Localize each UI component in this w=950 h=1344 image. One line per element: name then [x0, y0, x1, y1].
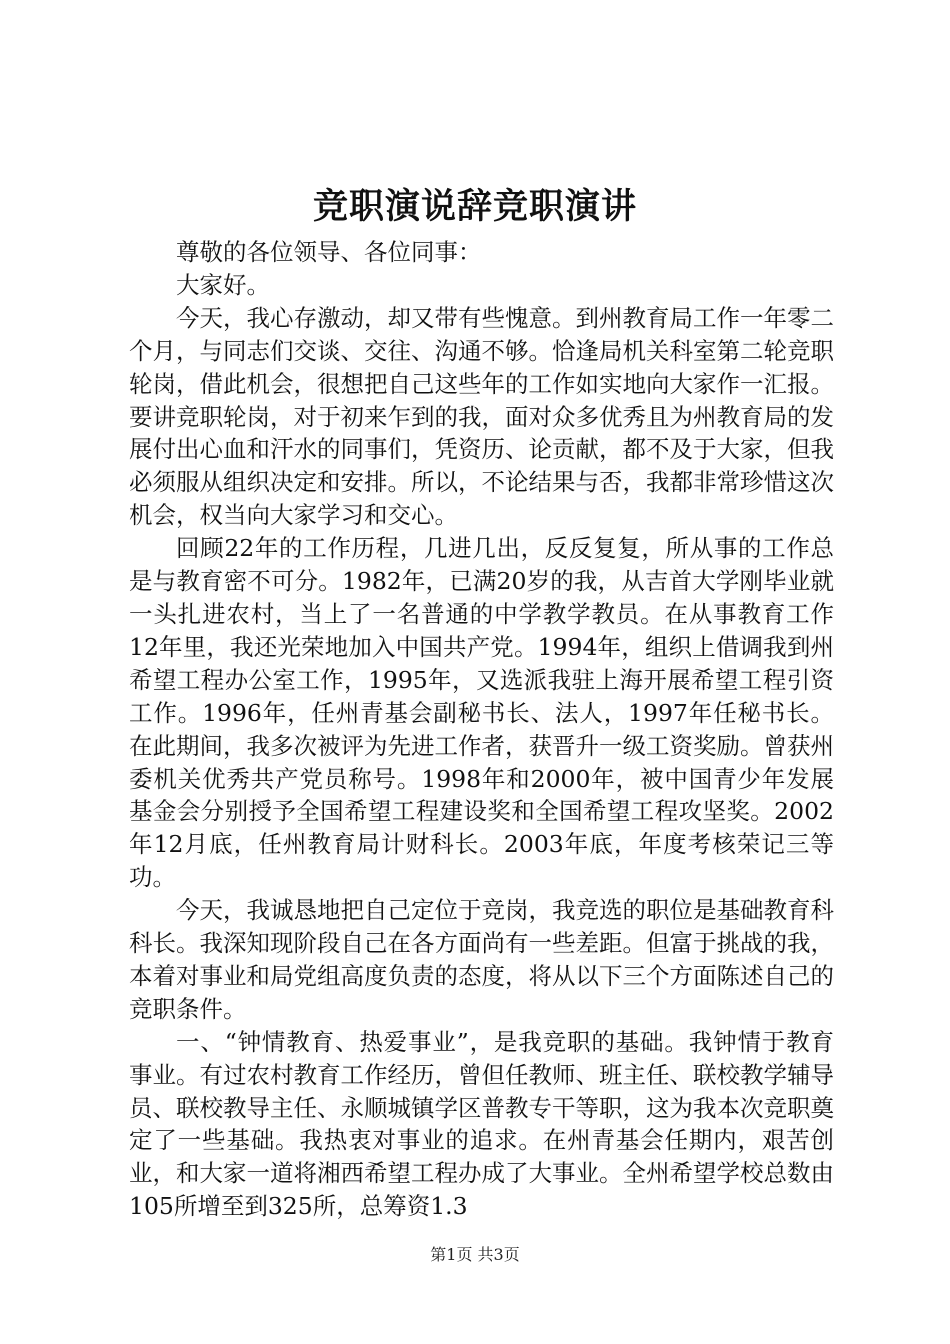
- document-title: 竞职演说辞竞职演讲: [312, 187, 637, 227]
- document-body: [129, 236, 834, 1223]
- paragraph-salutation: 尊敬的各位领导、各位同事：: [176, 238, 482, 266]
- paragraph-career-review: 回顾22年的工作历程，几进几出，反反复复，所从事的工作总是与教育密不可分。1982年，已满20岁的我，从吉首大学刚毕业就一头扎进农村，当上了一名普通的中学教学教员。在从事教育工作12年里，我还光荣地加入中国共产党。1994年，组织上借调我到州希望工程办公室工作，1995年，又选派我驻上海开展希望工程引资工作。1996年，任州青基会副秘书长、法人，1997年任秘书长。在此期间，我多次被评为先进工作者，获晋升一级工资奖励。曾获州委机关优秀共产党员称号。1998年和2000年，被中国青少年发展基金会分别授予全国希望工程建设奖和全国希望工程攻坚奖。2002年12月底，任州教育局计财科长。2003年底，年度考核荣记三等功。: [129, 534, 834, 892]
- paragraph-greeting: 大家好。: [176, 270, 270, 299]
- paragraph-intro: 今天，我心存激动，却又带有些愧意。到州教育局工作一年零二个月，与同志们交谈、交往、沟通不够。恰逢局机关科室第二轮竞职轮岗，借此机会，很想把自己这些年的工作如实地向大家作一汇报。要讲竞职轮岗，对于初来乍到的我，面对众多优秀且为州教育局的发展付出心血和汗水的同事们，凭资历、论贡献，都不及于大家，但我必须服从组织决定和安排。所以，不论结果与否，我都非常珍惜这次机会，权当向大家学习和交心。: [129, 303, 834, 530]
- page-number-footer: 第1页 共3页: [430, 1245, 520, 1264]
- paragraph-point-one: 一、“钟情教育、热爱事业”，是我竞职的基础。我钟情于教育事业。有过农村教育工作经历，曾但任教师、班主任、联校教学辅导员、联校教导主任、永顺城镇学区普教专干等职，这为我本次竞职奠定了一些基础。我热衷对事业的追求。在州青基会任期内，艰苦创业，和大家一道将湘西希望工程办成了大事业。全州希望学校总数由105所增至到325所，总筹资1.3: [129, 1027, 834, 1221]
- paragraph-position: 今天，我诚恳地把自己定位于竞岗，我竞选的职位是基础教育科科长。我深知现阶段自己在各方面尚有一些差距。但富于挑战的我，本着对事业和局党组高度负责的态度，将从以下三个方面陈述自己的竞职条件。: [129, 896, 834, 1023]
